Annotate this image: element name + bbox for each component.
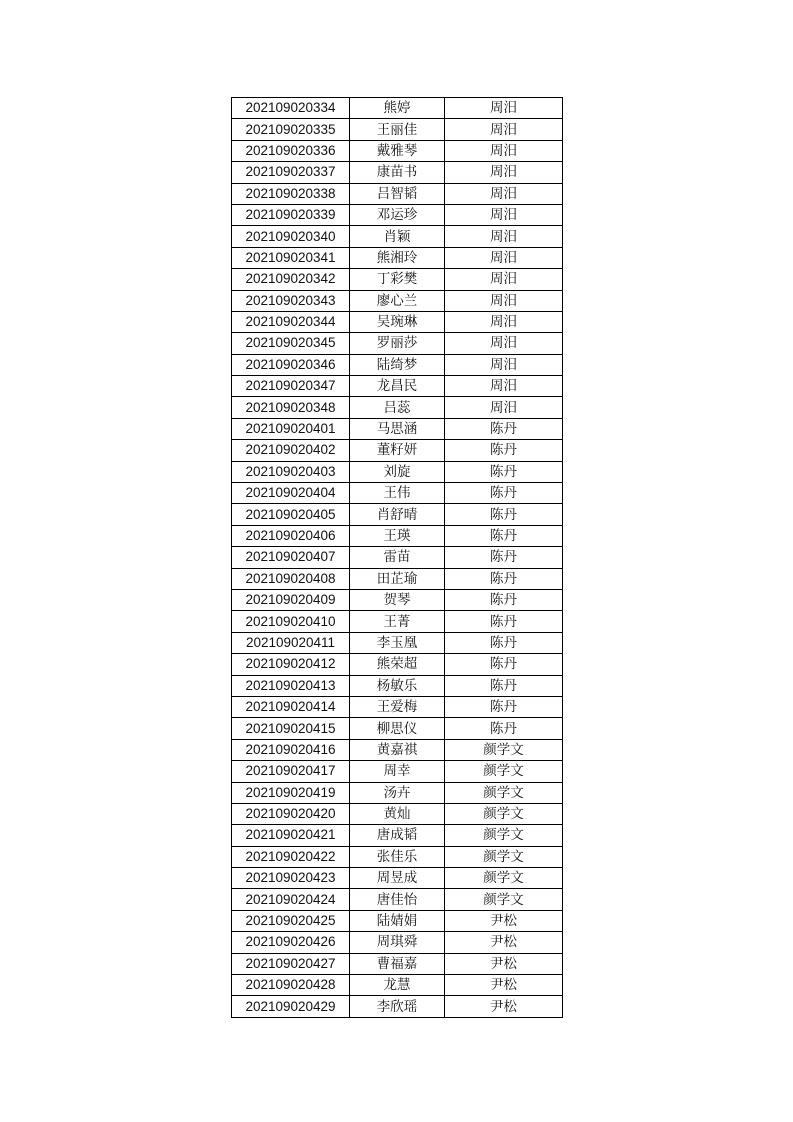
student-id-cell: 202109020401 [232,418,350,439]
table-row [232,226,563,247]
table-row [232,119,563,140]
table-row [232,547,563,568]
teacher-cell: 颜学文 [445,803,563,824]
table-row [232,975,563,996]
student-id-cell: 202109020425 [232,910,350,931]
student-id-cell: 202109020421 [232,825,350,846]
student-name-cell: 陆绮梦 [350,354,445,375]
student-name-cell: 刘旋 [350,461,445,482]
student-name-cell: 王伟 [350,483,445,504]
student-name-cell: 吕智韬 [350,183,445,204]
table-row [232,504,563,525]
student-name-cell: 龙慧 [350,975,445,996]
student-id-cell: 202109020424 [232,889,350,910]
student-name-cell: 唐成韬 [350,825,445,846]
table-row [232,996,563,1017]
student-id-cell: 202109020402 [232,440,350,461]
student-name-cell: 董籽妍 [350,440,445,461]
table-row [232,162,563,183]
student-id-cell: 202109020404 [232,483,350,504]
teacher-cell: 陈丹 [445,418,563,439]
teacher-cell: 尹松 [445,975,563,996]
teacher-cell: 陈丹 [445,632,563,653]
student-name-cell: 周琪舜 [350,932,445,953]
student-id-cell: 202109020416 [232,739,350,760]
student-name-cell: 王爱梅 [350,696,445,717]
table-row [232,611,563,632]
teacher-cell: 颜学文 [445,782,563,803]
table-row [232,247,563,268]
teacher-cell: 周汨 [445,247,563,268]
teacher-cell: 尹松 [445,932,563,953]
student-id-cell: 202109020347 [232,376,350,397]
teacher-cell: 陈丹 [445,589,563,610]
table-row [232,932,563,953]
student-id-cell: 202109020406 [232,525,350,546]
table-row [232,483,563,504]
teacher-cell: 周汨 [445,183,563,204]
table-row [232,846,563,867]
student-id-cell: 202109020415 [232,718,350,739]
table-row [232,204,563,225]
teacher-cell: 尹松 [445,953,563,974]
teacher-cell: 周汨 [445,311,563,332]
student-name-cell: 肖舒晴 [350,504,445,525]
student-name-cell: 黄嘉祺 [350,739,445,760]
teacher-cell: 颜学文 [445,846,563,867]
student-id-cell: 202109020408 [232,568,350,589]
table-row [232,140,563,161]
teacher-cell: 陈丹 [445,718,563,739]
table-row [232,803,563,824]
student-id-cell: 202109020346 [232,354,350,375]
student-name-cell: 李玉凰 [350,632,445,653]
teacher-cell: 周汨 [445,162,563,183]
student-name-cell: 王菁 [350,611,445,632]
teacher-cell: 颜学文 [445,761,563,782]
student-name-cell: 吴琬琳 [350,311,445,332]
table-row [232,397,563,418]
table-row [232,525,563,546]
teacher-cell: 陈丹 [445,696,563,717]
student-name-cell: 雷苗 [350,547,445,568]
student-name-cell: 曹福嘉 [350,953,445,974]
table-row [232,311,563,332]
student-name-cell: 熊湘玲 [350,247,445,268]
teacher-cell: 陈丹 [445,440,563,461]
student-id-cell: 202109020426 [232,932,350,953]
student-name-cell: 陆婧娟 [350,910,445,931]
table-row [232,761,563,782]
teacher-cell: 周汨 [445,226,563,247]
student-id-cell: 202109020345 [232,333,350,354]
table-row [232,354,563,375]
teacher-cell: 颜学文 [445,739,563,760]
student-id-cell: 202109020412 [232,654,350,675]
student-id-cell: 202109020405 [232,504,350,525]
teacher-cell: 周汨 [445,98,563,119]
student-name-cell: 马思涵 [350,418,445,439]
student-id-cell: 202109020419 [232,782,350,803]
student-name-cell: 李欣瑶 [350,996,445,1017]
table-row [232,269,563,290]
student-name-cell: 王丽佳 [350,119,445,140]
student-id-cell: 202109020334 [232,98,350,119]
teacher-cell: 陈丹 [445,483,563,504]
student-id-cell: 202109020337 [232,162,350,183]
student-id-cell: 202109020341 [232,247,350,268]
student-id-cell: 202109020420 [232,803,350,824]
teacher-cell: 尹松 [445,910,563,931]
teacher-cell: 周汨 [445,397,563,418]
student-table-body [232,98,563,1018]
teacher-cell: 颜学文 [445,889,563,910]
student-name-cell: 康苗书 [350,162,445,183]
student-name-cell: 唐佳怡 [350,889,445,910]
table-row [232,418,563,439]
table-row [232,183,563,204]
table-row [232,696,563,717]
student-id-cell: 202109020411 [232,632,350,653]
table-row [232,333,563,354]
student-name-cell: 田芷瑜 [350,568,445,589]
student-name-cell: 戴雅琴 [350,140,445,161]
student-name-cell: 周幸 [350,761,445,782]
student-id-cell: 202109020339 [232,204,350,225]
student-name-cell: 熊荣超 [350,654,445,675]
table-row [232,953,563,974]
teacher-cell: 陈丹 [445,525,563,546]
student-id-cell: 202109020342 [232,269,350,290]
teacher-cell: 周汨 [445,269,563,290]
student-id-cell: 202109020348 [232,397,350,418]
teacher-cell: 周汨 [445,376,563,397]
table-row [232,376,563,397]
student-id-cell: 202109020409 [232,589,350,610]
student-name-cell: 周昱成 [350,868,445,889]
table-row [232,654,563,675]
student-id-cell: 202109020407 [232,547,350,568]
teacher-cell: 颜学文 [445,868,563,889]
student-name-cell: 黄灿 [350,803,445,824]
student-id-cell: 202109020335 [232,119,350,140]
student-name-cell: 王瑛 [350,525,445,546]
teacher-cell: 周汨 [445,354,563,375]
teacher-cell: 陈丹 [445,504,563,525]
student-id-cell: 202109020423 [232,868,350,889]
student-name-cell: 张佳乐 [350,846,445,867]
student-name-cell: 龙昌民 [350,376,445,397]
student-name-cell: 汤卉 [350,782,445,803]
student-id-cell: 202109020410 [232,611,350,632]
student-id-cell: 202109020422 [232,846,350,867]
student-id-cell: 202109020429 [232,996,350,1017]
student-name-cell: 柳思仪 [350,718,445,739]
table-row [232,718,563,739]
student-id-cell: 202109020344 [232,311,350,332]
student-id-cell: 202109020417 [232,761,350,782]
teacher-cell: 周汨 [445,119,563,140]
student-name-cell: 杨敏乐 [350,675,445,696]
table-row [232,589,563,610]
table-row [232,675,563,696]
table-row [232,632,563,653]
teacher-cell: 周汨 [445,333,563,354]
table-row [232,825,563,846]
teacher-cell: 陈丹 [445,547,563,568]
student-id-cell: 202109020336 [232,140,350,161]
student-id-cell: 202109020413 [232,675,350,696]
student-name-cell: 熊婷 [350,98,445,119]
teacher-cell: 颜学文 [445,825,563,846]
student-id-cell: 202109020414 [232,696,350,717]
student-table [231,97,563,1018]
student-name-cell: 邓运珍 [350,204,445,225]
table-row [232,98,563,119]
student-id-cell: 202109020343 [232,290,350,311]
table-row [232,868,563,889]
student-id-cell: 202109020403 [232,461,350,482]
table-row [232,782,563,803]
teacher-cell: 周汨 [445,204,563,225]
teacher-cell: 陈丹 [445,568,563,589]
student-name-cell: 罗丽莎 [350,333,445,354]
table-row [232,568,563,589]
table-row [232,889,563,910]
teacher-cell: 陈丹 [445,675,563,696]
student-name-cell: 丁彩樊 [350,269,445,290]
table-row [232,461,563,482]
teacher-cell: 陈丹 [445,654,563,675]
table-row [232,910,563,931]
student-id-cell: 202109020338 [232,183,350,204]
teacher-cell: 周汨 [445,140,563,161]
student-name-cell: 肖颖 [350,226,445,247]
student-name-cell: 贺琴 [350,589,445,610]
student-id-cell: 202109020428 [232,975,350,996]
student-id-cell: 202109020427 [232,953,350,974]
teacher-cell: 陈丹 [445,461,563,482]
student-name-cell: 廖心兰 [350,290,445,311]
table-row [232,440,563,461]
table-row [232,739,563,760]
teacher-cell: 尹松 [445,996,563,1017]
table-row [232,290,563,311]
teacher-cell: 周汨 [445,290,563,311]
student-name-cell: 吕蕊 [350,397,445,418]
student-id-cell: 202109020340 [232,226,350,247]
teacher-cell: 陈丹 [445,611,563,632]
